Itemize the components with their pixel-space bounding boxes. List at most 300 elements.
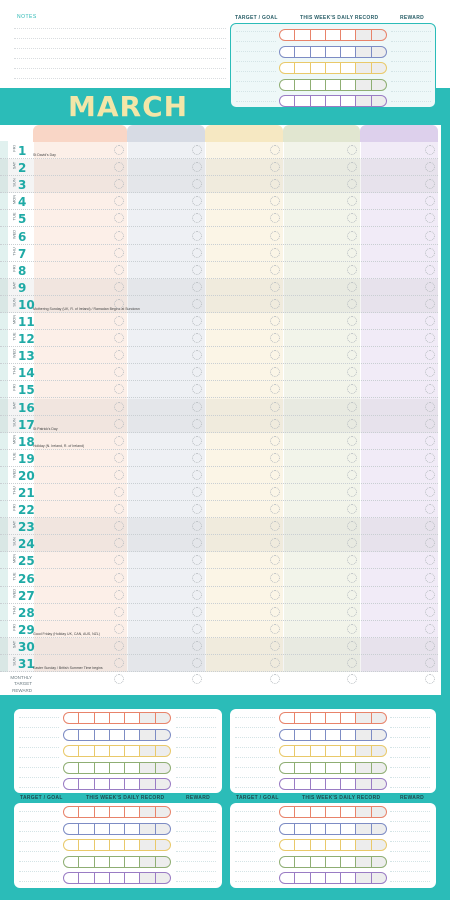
checkmark-circle[interactable]	[270, 504, 280, 514]
writing-line[interactable]	[236, 91, 276, 92]
writing-line[interactable]	[390, 737, 430, 738]
day-checkbox[interactable]	[356, 857, 371, 867]
checkmark-circle[interactable]	[425, 590, 435, 600]
day-checkbox[interactable]	[341, 779, 356, 789]
writing-line[interactable]	[390, 777, 430, 778]
checkmark-circle[interactable]	[270, 521, 280, 531]
writing-line[interactable]	[176, 757, 216, 758]
checkmark-circle[interactable]	[425, 179, 435, 189]
checkmark-circle[interactable]	[270, 299, 280, 309]
checkmark-circle[interactable]	[192, 162, 202, 172]
day-checkbox[interactable]	[311, 807, 326, 817]
day-checkbox[interactable]	[326, 713, 341, 723]
checkmark-circle[interactable]	[425, 299, 435, 309]
day-checkbox[interactable]	[326, 30, 341, 40]
writing-line[interactable]	[235, 747, 275, 748]
day-checkbox[interactable]	[295, 779, 310, 789]
checkmark-circle[interactable]	[425, 624, 435, 634]
day-checkbox[interactable]	[125, 763, 140, 773]
day-checkbox[interactable]	[95, 824, 110, 834]
checkmark-circle[interactable]	[425, 521, 435, 531]
writing-line[interactable]	[19, 777, 59, 778]
writing-line[interactable]	[176, 777, 216, 778]
day-checkbox[interactable]	[295, 840, 310, 850]
writing-line[interactable]	[236, 101, 276, 102]
checkmark-circle[interactable]	[425, 402, 435, 412]
day-checkbox[interactable]	[372, 713, 386, 723]
checkmark-circle[interactable]	[347, 573, 357, 583]
checkmark-circle[interactable]	[347, 470, 357, 480]
day-checkbox[interactable]	[110, 746, 125, 756]
day-checkbox[interactable]	[372, 807, 386, 817]
day-checkbox[interactable]	[356, 763, 371, 773]
day-checkbox[interactable]	[64, 746, 79, 756]
day-checkbox[interactable]	[341, 857, 356, 867]
checkmark-circle[interactable]	[192, 504, 202, 514]
monthly-target-circle[interactable]	[270, 674, 280, 684]
checkmark-circle[interactable]	[425, 333, 435, 343]
writing-line[interactable]	[235, 787, 275, 788]
checkmark-circle[interactable]	[347, 607, 357, 617]
checkmark-circle[interactable]	[347, 624, 357, 634]
day-checkbox[interactable]	[356, 713, 371, 723]
checkmark-circle[interactable]	[114, 333, 124, 343]
day-checkbox[interactable]	[341, 47, 356, 57]
day-checkbox[interactable]	[79, 873, 94, 883]
checkmark-circle[interactable]	[425, 419, 435, 429]
checkmark-circle[interactable]	[270, 282, 280, 292]
writing-line[interactable]	[19, 811, 59, 812]
day-checkbox[interactable]	[326, 824, 341, 834]
day-checkbox[interactable]	[140, 763, 155, 773]
checkmark-circle[interactable]	[192, 299, 202, 309]
day-checkbox[interactable]	[311, 80, 326, 90]
writing-line[interactable]	[176, 767, 216, 768]
checkmark-circle[interactable]	[114, 162, 124, 172]
day-checkbox[interactable]	[326, 80, 341, 90]
checkmark-circle[interactable]	[347, 538, 357, 548]
writing-line[interactable]	[176, 811, 216, 812]
checkmark-circle[interactable]	[192, 402, 202, 412]
checkmark-circle[interactable]	[347, 350, 357, 360]
day-checkbox[interactable]	[79, 840, 94, 850]
day-checkbox[interactable]	[341, 746, 356, 756]
day-checkbox[interactable]	[295, 730, 310, 740]
day-checkbox[interactable]	[356, 80, 371, 90]
day-checkbox[interactable]	[372, 873, 386, 883]
checkmark-circle[interactable]	[114, 573, 124, 583]
day-checkbox[interactable]	[125, 873, 140, 883]
checkmark-circle[interactable]	[425, 196, 435, 206]
checkmark-circle[interactable]	[347, 402, 357, 412]
day-checkbox[interactable]	[311, 730, 326, 740]
day-checkbox[interactable]	[372, 840, 386, 850]
writing-line[interactable]	[390, 767, 430, 768]
day-checkbox[interactable]	[341, 713, 356, 723]
writing-line[interactable]	[19, 717, 59, 718]
day-checkbox[interactable]	[311, 96, 326, 106]
day-checkbox[interactable]	[311, 63, 326, 73]
checkmark-circle[interactable]	[425, 658, 435, 668]
day-checkbox[interactable]	[356, 779, 371, 789]
writing-line[interactable]	[391, 101, 431, 102]
writing-line[interactable]	[19, 831, 59, 832]
checkmark-circle[interactable]	[425, 487, 435, 497]
writing-line[interactable]	[236, 81, 276, 82]
monthly-target-circle[interactable]	[425, 674, 435, 684]
checkmark-circle[interactable]	[192, 436, 202, 446]
day-checkbox[interactable]	[341, 730, 356, 740]
day-checkbox[interactable]	[110, 873, 125, 883]
day-checkbox[interactable]	[156, 713, 170, 723]
day-checkbox[interactable]	[125, 730, 140, 740]
writing-line[interactable]	[235, 777, 275, 778]
checkmark-circle[interactable]	[114, 350, 124, 360]
checkmark-circle[interactable]	[425, 367, 435, 377]
checkmark-circle[interactable]	[270, 350, 280, 360]
monthly-target-circle[interactable]	[192, 674, 202, 684]
checkmark-circle[interactable]	[347, 231, 357, 241]
checkmark-circle[interactable]	[114, 590, 124, 600]
day-checkbox[interactable]	[110, 730, 125, 740]
checkmark-circle[interactable]	[114, 538, 124, 548]
writing-line[interactable]	[176, 787, 216, 788]
checkmark-circle[interactable]	[425, 282, 435, 292]
day-checkbox[interactable]	[372, 30, 386, 40]
day-checkbox[interactable]	[125, 807, 140, 817]
writing-line[interactable]	[176, 727, 216, 728]
checkmark-circle[interactable]	[192, 248, 202, 258]
day-checkbox[interactable]	[280, 47, 295, 57]
writing-line[interactable]	[235, 737, 275, 738]
day-checkbox[interactable]	[356, 47, 371, 57]
writing-line[interactable]	[235, 811, 275, 812]
checkmark-circle[interactable]	[114, 436, 124, 446]
day-checkbox[interactable]	[110, 840, 125, 850]
checkmark-circle[interactable]	[347, 590, 357, 600]
day-checkbox[interactable]	[295, 96, 310, 106]
day-checkbox[interactable]	[295, 47, 310, 57]
checkmark-circle[interactable]	[270, 248, 280, 258]
checkmark-circle[interactable]	[192, 350, 202, 360]
day-checkbox[interactable]	[125, 746, 140, 756]
notes-line[interactable]	[14, 68, 226, 69]
day-checkbox[interactable]	[95, 779, 110, 789]
day-checkbox[interactable]	[356, 30, 371, 40]
checkmark-circle[interactable]	[270, 573, 280, 583]
checkmark-circle[interactable]	[114, 367, 124, 377]
day-checkbox[interactable]	[140, 713, 155, 723]
checkmark-circle[interactable]	[425, 316, 435, 326]
checkmark-circle[interactable]	[114, 555, 124, 565]
day-checkbox[interactable]	[95, 840, 110, 850]
day-checkbox[interactable]	[326, 873, 341, 883]
day-checkbox[interactable]	[326, 730, 341, 740]
day-checkbox[interactable]	[280, 80, 295, 90]
checkmark-circle[interactable]	[270, 641, 280, 651]
day-checkbox[interactable]	[372, 824, 386, 834]
checkmark-circle[interactable]	[192, 213, 202, 223]
checkmark-circle[interactable]	[270, 590, 280, 600]
day-checkbox[interactable]	[280, 873, 295, 883]
day-checkbox[interactable]	[356, 873, 371, 883]
checkmark-circle[interactable]	[114, 248, 124, 258]
checkmark-circle[interactable]	[114, 607, 124, 617]
checkmark-circle[interactable]	[270, 145, 280, 155]
checkmark-circle[interactable]	[270, 316, 280, 326]
day-checkbox[interactable]	[311, 779, 326, 789]
day-checkbox[interactable]	[79, 746, 94, 756]
writing-line[interactable]	[176, 841, 216, 842]
writing-line[interactable]	[176, 881, 216, 882]
day-checkbox[interactable]	[64, 713, 79, 723]
checkmark-circle[interactable]	[192, 316, 202, 326]
day-checkbox[interactable]	[311, 840, 326, 850]
day-checkbox[interactable]	[79, 779, 94, 789]
day-checkbox[interactable]	[356, 63, 371, 73]
day-checkbox[interactable]	[295, 80, 310, 90]
day-checkbox[interactable]	[326, 96, 341, 106]
checkmark-circle[interactable]	[114, 384, 124, 394]
day-checkbox[interactable]	[156, 807, 170, 817]
day-checkbox[interactable]	[156, 824, 170, 834]
checkmark-circle[interactable]	[114, 265, 124, 275]
day-checkbox[interactable]	[79, 824, 94, 834]
day-checkbox[interactable]	[156, 779, 170, 789]
day-checkbox[interactable]	[140, 840, 155, 850]
day-checkbox[interactable]	[140, 779, 155, 789]
checkmark-circle[interactable]	[114, 521, 124, 531]
checkmark-circle[interactable]	[347, 299, 357, 309]
day-checkbox[interactable]	[341, 807, 356, 817]
day-checkbox[interactable]	[125, 857, 140, 867]
day-checkbox[interactable]	[64, 730, 79, 740]
checkmark-circle[interactable]	[425, 213, 435, 223]
writing-line[interactable]	[390, 841, 430, 842]
notes-line[interactable]	[14, 58, 226, 59]
checkmark-circle[interactable]	[347, 196, 357, 206]
day-checkbox[interactable]	[95, 763, 110, 773]
checkmark-circle[interactable]	[114, 624, 124, 634]
day-checkbox[interactable]	[326, 63, 341, 73]
checkmark-circle[interactable]	[270, 162, 280, 172]
day-checkbox[interactable]	[372, 47, 386, 57]
notes-line[interactable]	[14, 38, 226, 39]
day-checkbox[interactable]	[110, 713, 125, 723]
day-checkbox[interactable]	[311, 824, 326, 834]
checkmark-circle[interactable]	[192, 658, 202, 668]
day-checkbox[interactable]	[295, 763, 310, 773]
day-checkbox[interactable]	[156, 763, 170, 773]
day-checkbox[interactable]	[280, 857, 295, 867]
writing-line[interactable]	[390, 881, 430, 882]
column-header[interactable]	[283, 125, 360, 142]
notes-line[interactable]	[14, 78, 226, 79]
column-header[interactable]	[127, 125, 205, 142]
day-checkbox[interactable]	[140, 746, 155, 756]
checkmark-circle[interactable]	[192, 231, 202, 241]
checkmark-circle[interactable]	[192, 538, 202, 548]
writing-line[interactable]	[390, 717, 430, 718]
writing-line[interactable]	[235, 727, 275, 728]
checkmark-circle[interactable]	[347, 145, 357, 155]
writing-line[interactable]	[235, 831, 275, 832]
day-checkbox[interactable]	[311, 873, 326, 883]
writing-line[interactable]	[235, 861, 275, 862]
monthly-target-circle[interactable]	[347, 674, 357, 684]
day-checkbox[interactable]	[110, 779, 125, 789]
checkmark-circle[interactable]	[192, 573, 202, 583]
writing-line[interactable]	[391, 51, 431, 52]
writing-line[interactable]	[236, 31, 276, 32]
day-checkbox[interactable]	[95, 746, 110, 756]
writing-line[interactable]	[235, 871, 275, 872]
day-checkbox[interactable]	[341, 30, 356, 40]
day-checkbox[interactable]	[326, 840, 341, 850]
checkmark-circle[interactable]	[270, 453, 280, 463]
checkmark-circle[interactable]	[270, 179, 280, 189]
writing-line[interactable]	[176, 851, 216, 852]
checkmark-circle[interactable]	[347, 333, 357, 343]
day-checkbox[interactable]	[295, 746, 310, 756]
writing-line[interactable]	[176, 831, 216, 832]
day-checkbox[interactable]	[356, 840, 371, 850]
writing-line[interactable]	[19, 727, 59, 728]
day-checkbox[interactable]	[156, 857, 170, 867]
writing-line[interactable]	[19, 871, 59, 872]
checkmark-circle[interactable]	[270, 333, 280, 343]
checkmark-circle[interactable]	[347, 487, 357, 497]
checkmark-circle[interactable]	[114, 453, 124, 463]
day-checkbox[interactable]	[341, 824, 356, 834]
day-checkbox[interactable]	[356, 807, 371, 817]
day-checkbox[interactable]	[280, 807, 295, 817]
writing-line[interactable]	[390, 861, 430, 862]
writing-line[interactable]	[19, 737, 59, 738]
day-checkbox[interactable]	[95, 713, 110, 723]
day-checkbox[interactable]	[64, 779, 79, 789]
checkmark-circle[interactable]	[192, 367, 202, 377]
checkmark-circle[interactable]	[114, 179, 124, 189]
day-checkbox[interactable]	[326, 857, 341, 867]
checkmark-circle[interactable]	[270, 624, 280, 634]
day-checkbox[interactable]	[311, 746, 326, 756]
writing-line[interactable]	[390, 831, 430, 832]
writing-line[interactable]	[235, 757, 275, 758]
checkmark-circle[interactable]	[192, 333, 202, 343]
checkmark-circle[interactable]	[114, 213, 124, 223]
day-checkbox[interactable]	[140, 730, 155, 740]
checkmark-circle[interactable]	[347, 316, 357, 326]
writing-line[interactable]	[19, 881, 59, 882]
checkmark-circle[interactable]	[425, 607, 435, 617]
writing-line[interactable]	[390, 787, 430, 788]
writing-line[interactable]	[19, 851, 59, 852]
checkmark-circle[interactable]	[425, 641, 435, 651]
checkmark-circle[interactable]	[270, 402, 280, 412]
checkmark-circle[interactable]	[192, 179, 202, 189]
checkmark-circle[interactable]	[192, 419, 202, 429]
checkmark-circle[interactable]	[425, 436, 435, 446]
checkmark-circle[interactable]	[425, 145, 435, 155]
checkmark-circle[interactable]	[192, 145, 202, 155]
checkmark-circle[interactable]	[347, 213, 357, 223]
checkmark-circle[interactable]	[425, 384, 435, 394]
day-checkbox[interactable]	[311, 47, 326, 57]
checkmark-circle[interactable]	[114, 402, 124, 412]
checkmark-circle[interactable]	[192, 196, 202, 206]
day-checkbox[interactable]	[64, 857, 79, 867]
day-checkbox[interactable]	[280, 746, 295, 756]
writing-line[interactable]	[391, 71, 431, 72]
checkmark-circle[interactable]	[425, 573, 435, 583]
checkmark-circle[interactable]	[347, 179, 357, 189]
checkmark-circle[interactable]	[192, 265, 202, 275]
day-checkbox[interactable]	[64, 840, 79, 850]
day-checkbox[interactable]	[125, 824, 140, 834]
checkmark-circle[interactable]	[192, 607, 202, 617]
writing-line[interactable]	[235, 767, 275, 768]
day-checkbox[interactable]	[125, 840, 140, 850]
checkmark-circle[interactable]	[192, 453, 202, 463]
notes-line[interactable]	[14, 28, 226, 29]
day-checkbox[interactable]	[295, 63, 310, 73]
day-checkbox[interactable]	[311, 763, 326, 773]
day-checkbox[interactable]	[79, 763, 94, 773]
checkmark-circle[interactable]	[347, 162, 357, 172]
day-checkbox[interactable]	[64, 824, 79, 834]
checkmark-circle[interactable]	[347, 436, 357, 446]
writing-line[interactable]	[390, 851, 430, 852]
writing-line[interactable]	[236, 61, 276, 62]
checkmark-circle[interactable]	[347, 555, 357, 565]
day-checkbox[interactable]	[95, 730, 110, 740]
writing-line[interactable]	[390, 757, 430, 758]
day-checkbox[interactable]	[372, 746, 386, 756]
day-checkbox[interactable]	[341, 80, 356, 90]
day-checkbox[interactable]	[280, 63, 295, 73]
day-checkbox[interactable]	[95, 807, 110, 817]
day-checkbox[interactable]	[295, 807, 310, 817]
checkmark-circle[interactable]	[192, 590, 202, 600]
checkmark-circle[interactable]	[347, 248, 357, 258]
day-checkbox[interactable]	[326, 779, 341, 789]
checkmark-circle[interactable]	[347, 419, 357, 429]
writing-line[interactable]	[390, 821, 430, 822]
checkmark-circle[interactable]	[270, 487, 280, 497]
checkmark-circle[interactable]	[114, 196, 124, 206]
day-checkbox[interactable]	[326, 47, 341, 57]
day-checkbox[interactable]	[295, 824, 310, 834]
day-checkbox[interactable]	[280, 763, 295, 773]
writing-line[interactable]	[391, 41, 431, 42]
day-checkbox[interactable]	[295, 713, 310, 723]
day-checkbox[interactable]	[341, 96, 356, 106]
checkmark-circle[interactable]	[192, 641, 202, 651]
checkmark-circle[interactable]	[114, 658, 124, 668]
writing-line[interactable]	[391, 81, 431, 82]
checkmark-circle[interactable]	[347, 282, 357, 292]
checkmark-circle[interactable]	[347, 504, 357, 514]
day-checkbox[interactable]	[356, 96, 371, 106]
checkmark-circle[interactable]	[270, 367, 280, 377]
day-checkbox[interactable]	[110, 763, 125, 773]
day-checkbox[interactable]	[280, 713, 295, 723]
checkmark-circle[interactable]	[425, 470, 435, 480]
day-checkbox[interactable]	[311, 713, 326, 723]
day-checkbox[interactable]	[295, 30, 310, 40]
checkmark-circle[interactable]	[347, 658, 357, 668]
